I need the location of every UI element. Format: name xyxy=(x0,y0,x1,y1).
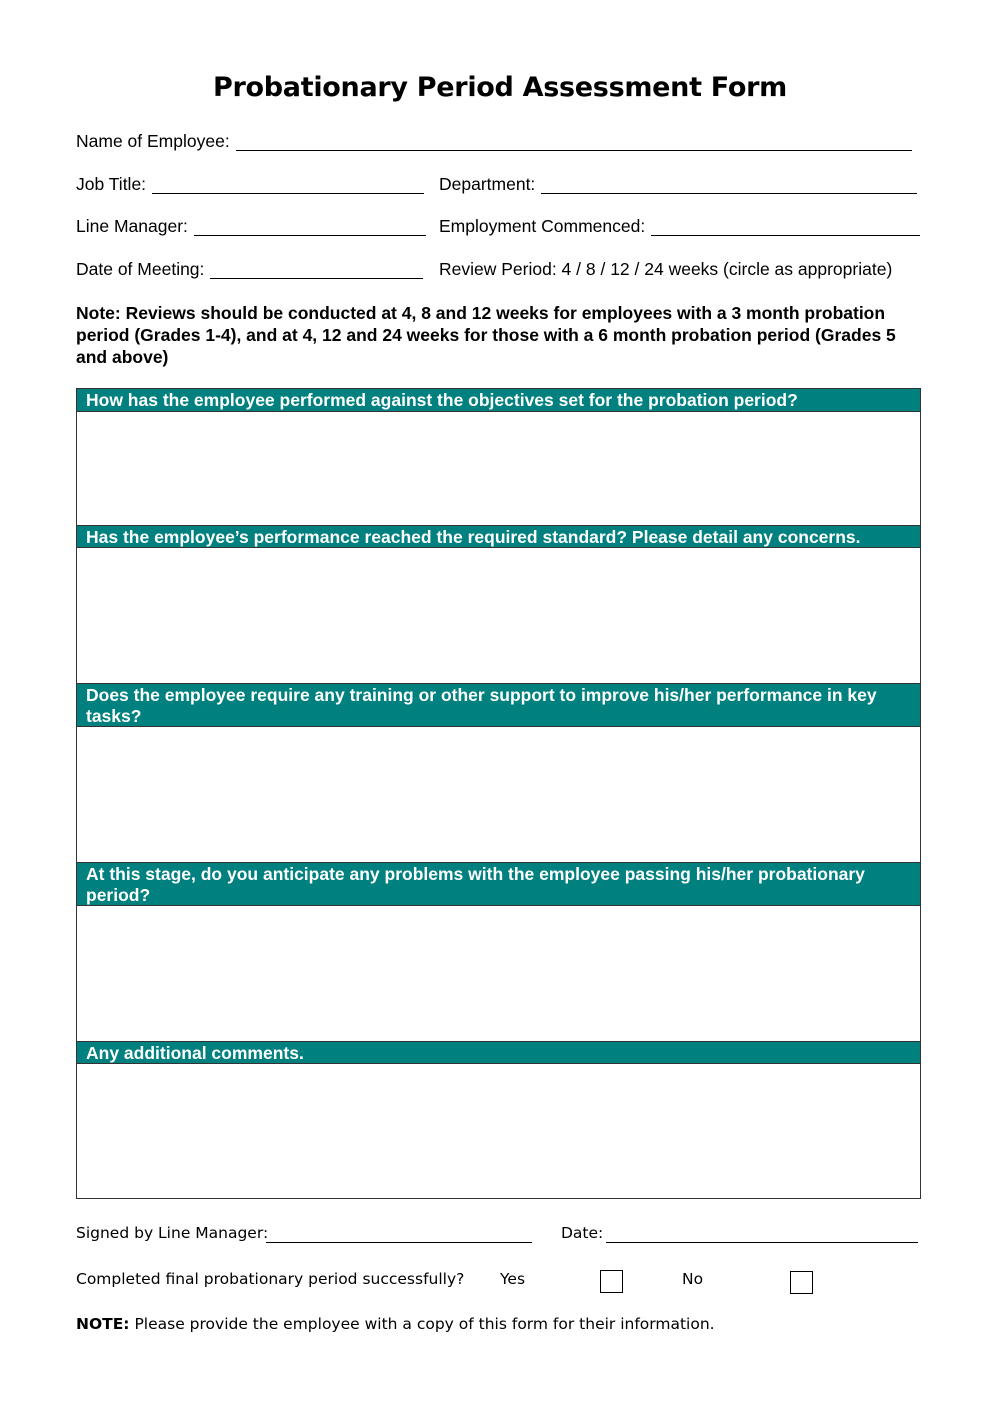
employment-commenced-label: Employment Commenced: xyxy=(439,216,646,236)
footer-date-line[interactable] xyxy=(606,1242,918,1243)
employment-commenced-input-line[interactable] xyxy=(651,221,920,236)
name-of-employee-field[interactable] xyxy=(76,131,912,152)
section-body-problems[interactable] xyxy=(77,906,920,1041)
job-title-label: Job Title: xyxy=(76,174,147,194)
section-header-additional-comments: Any additional comments. xyxy=(77,1041,920,1064)
yes-label: Yes xyxy=(500,1270,526,1288)
department-label: Department: xyxy=(439,174,536,194)
form-title: Probationary Period Assessment Form xyxy=(213,72,787,103)
assessment-table xyxy=(76,388,921,1199)
section-header-standard: Has the employee’s performance reached the required standard? Please detail any concerns. xyxy=(77,525,920,548)
name-of-employee-input-line[interactable] xyxy=(236,136,912,151)
job-title-input-line[interactable] xyxy=(152,179,424,194)
date-of-meeting-label: Date of Meeting: xyxy=(76,259,205,279)
yes-checkbox[interactable] xyxy=(600,1270,623,1293)
date-of-meeting-input-line[interactable] xyxy=(210,264,423,279)
footer-note-text: Please provide the employee with a copy of this form for their information. xyxy=(129,1315,715,1333)
review-period-field xyxy=(439,259,892,280)
department-input-line[interactable] xyxy=(541,179,917,194)
line-manager-field[interactable] xyxy=(76,216,426,237)
job-title-field[interactable] xyxy=(76,174,424,195)
review-period-label: Review Period: 4 / 8 / 12 / 24 weeks (circle as appropriate) xyxy=(439,259,893,279)
completed-question: Completed final probationary period successfully? xyxy=(76,1270,465,1288)
section-body-objectives[interactable] xyxy=(77,412,920,525)
signed-by-line-manager-label: Signed by Line Manager: xyxy=(76,1224,269,1242)
footer-note xyxy=(76,1315,715,1333)
section-header-objectives: How has the employee performed against the objectives set for the probation period? xyxy=(77,389,920,412)
section-body-standard[interactable] xyxy=(77,548,920,683)
no-checkbox[interactable] xyxy=(790,1271,813,1294)
review-schedule-note: Note: Reviews should be conducted at 4, 8 and 12 weeks for employees with a 3 month probation period (Grades 1-4), and at 4, 12 and 24 weeks for those with a 6 month probation period (Grades 5 and above) xyxy=(76,303,896,367)
line-manager-label: Line Manager: xyxy=(76,216,188,236)
section-header-training: Does the employee require any training or other support to improve his/her performance in key tasks? xyxy=(77,683,920,727)
signed-by-line-manager-line[interactable] xyxy=(266,1242,532,1243)
name-of-employee-label: Name of Employee: xyxy=(76,131,230,151)
department-field[interactable] xyxy=(439,174,917,195)
employment-commenced-field[interactable] xyxy=(439,216,920,237)
footer-note-label: NOTE: xyxy=(76,1315,130,1333)
section-header-problems: At this stage, do you anticipate any problems with the employee passing his/her probationary period? xyxy=(77,862,920,906)
date-of-meeting-field[interactable] xyxy=(76,259,423,280)
line-manager-input-line[interactable] xyxy=(194,221,426,236)
section-body-training[interactable] xyxy=(77,727,920,862)
section-body-additional-comments[interactable] xyxy=(77,1064,920,1197)
footer-date-label: Date: xyxy=(561,1224,604,1242)
no-label: No xyxy=(682,1270,704,1288)
